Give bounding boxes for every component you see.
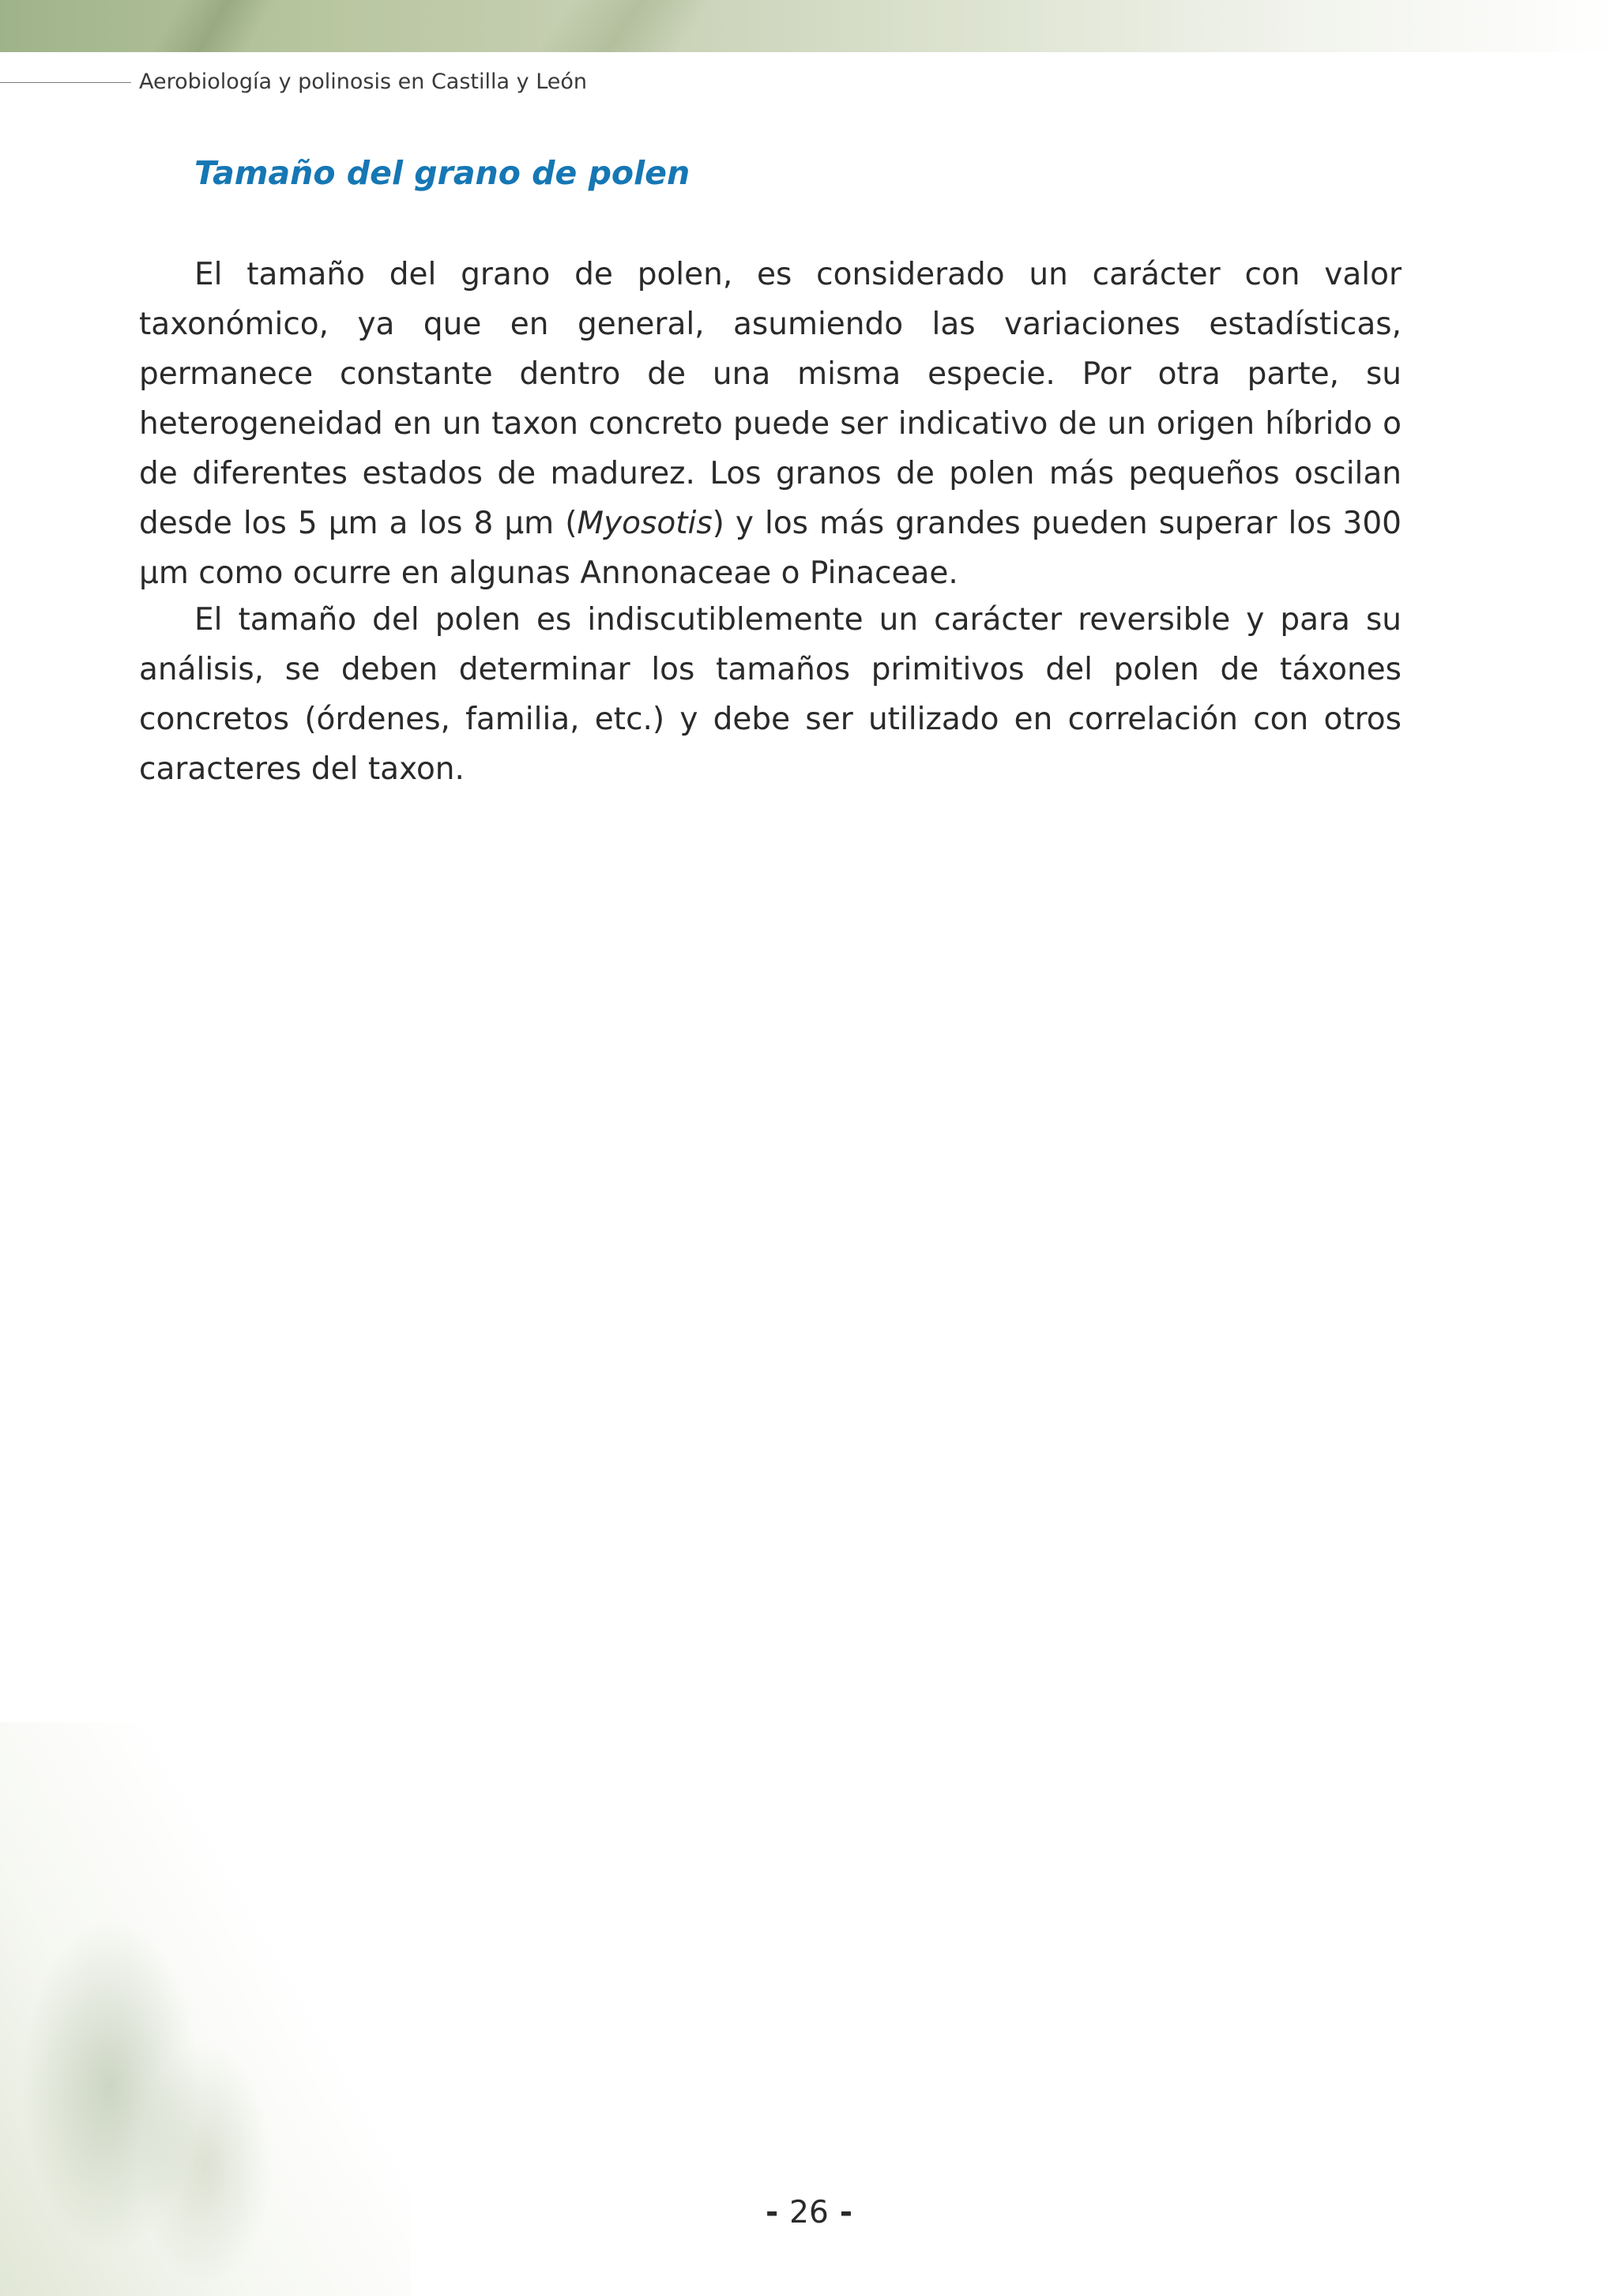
banner-streak <box>535 0 713 52</box>
body-paragraph-1 <box>139 250 1402 598</box>
paragraph-text: ) y los más grandes pueden superar los 300 µm como ocurre en algunas Annonaceae o Pinaceae. <box>139 506 1402 591</box>
top-decorative-banner <box>0 0 1618 52</box>
section-title: Tamaño del grano de polen <box>194 154 690 192</box>
body-paragraph-2: El tamaño del polen es indiscutiblemente un carácter reversible y para su análisis, se deben determinar los tamaños primitivos del polen de táxones concretos (órdenes, familia, etc.) y debe ser utilizado en correlación con otros caracteres del taxon. <box>139 602 1402 787</box>
banner-streak <box>151 0 276 52</box>
header-rule <box>0 82 131 83</box>
page-number-value: 26 <box>789 2195 829 2230</box>
paragraph-text: El tamaño del grano de polen, es considerado un carácter con valor taxonómico, ya que en general, asumiendo las variaciones estadísticas, permanece constante dentro de una misma especie. Por otra parte, su heterogeneidad en un taxon concreto puede ser indicativo de un origen híbrido o de diferentes estados de madurez. Los granos de polen más pequeños oscilan desde los 5 µm a los 8 µm ( <box>139 257 1402 541</box>
page-number-dash: - <box>839 2195 852 2230</box>
running-header: Aerobiología y polinosis en Castilla y León <box>139 70 588 94</box>
italic-genus-name: Myosotis <box>577 506 713 541</box>
page-number-dash: - <box>765 2195 779 2230</box>
page-number <box>0 2195 1618 2230</box>
